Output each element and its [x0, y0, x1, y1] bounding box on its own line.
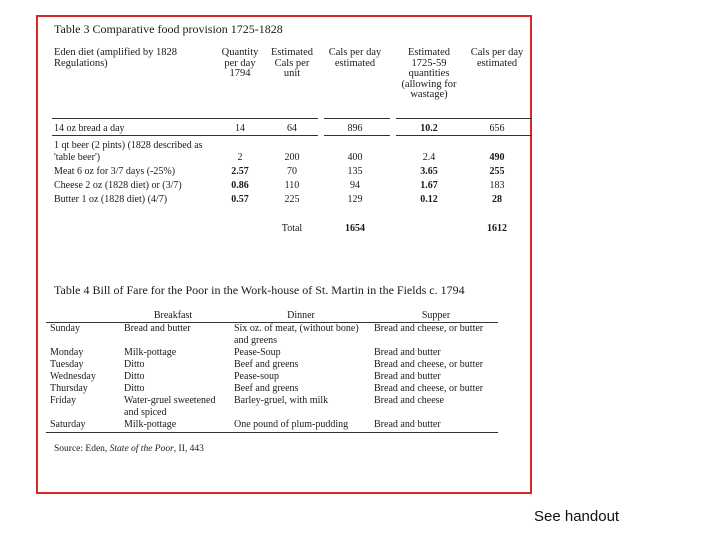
t4-row0-supper: Bread and cheese, or butter — [374, 323, 484, 334]
t4-bottom-rule — [46, 432, 498, 433]
t3-row0-cal-day2: 656 — [489, 123, 505, 134]
t3-total-cal-day: 1654 — [345, 223, 365, 234]
t3-row2-est: 3.65 — [420, 166, 438, 177]
t4-row0-dinner: Six oz. of meat, (without bone) and greens — [234, 323, 359, 346]
t3-total-label: Total — [281, 223, 303, 234]
t3-row1-cal-day: 400 — [347, 152, 363, 163]
t3-row0-qty: 14 — [235, 123, 245, 134]
t3-row1-qty: 2 — [237, 152, 243, 163]
t3-header-cal-day: Cals per day estimated — [328, 47, 382, 69]
t3-row3-est: 1.67 — [420, 180, 438, 191]
t4-row2-supper: Bread and cheese, or butter — [374, 359, 484, 370]
document-frame — [36, 15, 532, 494]
t4-row0-breakfast: Bread and butter — [124, 323, 191, 334]
t4-row5-dinner: Barley-gruel, with milk — [234, 395, 329, 406]
t4-row3-breakfast: Ditto — [124, 371, 145, 382]
table3-title: Table 3 Comparative food provision 1725-1828 — [54, 22, 283, 36]
t4-row6-supper: Bread and butter — [374, 419, 441, 430]
t3-row0-est: 10.2 — [420, 123, 438, 134]
t3-row4-qty: 0.57 — [231, 194, 249, 205]
t3-rule-5 — [324, 135, 390, 136]
t3-header-cal-day2: Cals per day estimated — [470, 47, 524, 69]
table4-title: Table 4 Bill of Fare for the Poor in the Work-house of St. Martin in the Fields c. 1794 — [54, 283, 465, 297]
t4-row1-dinner: Pease-Soup — [234, 347, 281, 358]
t4-header-breakfast: Breakfast — [153, 310, 193, 321]
t4-row1-supper: Bread and butter — [374, 347, 441, 358]
t3-row2-cal-unit: 70 — [287, 166, 297, 177]
t4-row3-day: Wednesday — [50, 371, 96, 382]
t4-row5-day: Friday — [50, 395, 77, 406]
t4-row2-day: Tuesday — [50, 359, 84, 370]
t3-row4-item: Butter 1 oz (1828 diet) (4/7) — [54, 194, 168, 205]
t4-row6-dinner: One pound of plum-pudding — [234, 419, 349, 430]
t4-header-supper: Supper — [421, 310, 451, 321]
t4-row3-dinner: Pease-soup — [234, 371, 279, 382]
t3-header-cal-unit: Estimated Cals per unit — [271, 47, 313, 79]
t4-row0-day: Sunday — [50, 323, 80, 334]
t4-row4-dinner: Beef and greens — [234, 383, 299, 394]
t3-row4-cal-day: 129 — [347, 194, 363, 205]
t4-row6-breakfast: Milk-pottage — [124, 419, 177, 430]
t4-source — [54, 444, 204, 454]
t4-source-suffix: , II, 443 — [173, 444, 204, 454]
t4-row5-breakfast: Water-gruel sweetened and spiced — [124, 395, 216, 418]
t3-row3-cal-unit: 110 — [284, 180, 300, 191]
t4-row4-supper: Bread and cheese, or butter — [374, 383, 484, 394]
t3-header-diet: Eden diet (amplified by 1828 Regulations) — [54, 47, 178, 69]
t4-row2-dinner: Beef and greens — [234, 359, 299, 370]
t3-row3-item: Cheese 2 oz (1828 diet) or (3/7) — [54, 180, 182, 191]
t3-row1-item: 1 qt beer (2 pints) (1828 described as 'table beer') — [54, 140, 203, 163]
t4-row6-day: Saturday — [50, 419, 86, 430]
t3-row0-cal-unit: 64 — [287, 123, 297, 134]
t4-row1-breakfast: Milk-pottage — [124, 347, 177, 358]
t3-row3-cal-day2: 183 — [489, 180, 505, 191]
t4-row4-breakfast: Ditto — [124, 383, 145, 394]
t4-row4-day: Thursday — [50, 383, 88, 394]
t3-rule-3 — [396, 118, 532, 119]
t3-row3-qty: 0.86 — [231, 180, 249, 191]
t4-header-dinner: Dinner — [287, 310, 315, 321]
t3-row1-est: 2.4 — [422, 152, 436, 163]
t3-row2-cal-day: 135 — [347, 166, 363, 177]
t4-source-prefix: Source: Eden, — [54, 444, 110, 454]
t4-row5-supper: Bread and cheese — [374, 395, 444, 406]
t3-rule-2 — [324, 118, 390, 119]
t3-header-qty: Quantity per day 1794 — [221, 47, 259, 79]
t3-row4-cal-day2: 28 — [492, 194, 502, 205]
t3-rule-6 — [396, 135, 532, 136]
t3-row0-item: 14 oz bread a day — [54, 123, 125, 134]
t3-row1-cal-unit: 200 — [284, 152, 300, 163]
see-handout-note: See handout — [534, 508, 620, 525]
t3-rule-1 — [52, 118, 318, 119]
t4-row1-day: Monday — [50, 347, 84, 358]
t3-row4-est: 0.12 — [420, 194, 438, 205]
t3-header-est: Estimated 1725-59 quantities (allowing for wastage) — [401, 47, 457, 100]
t3-row2-item: Meat 6 oz for 3/7 days (-25%) — [54, 166, 176, 177]
t3-total-cal-day2: 1612 — [487, 223, 507, 234]
t3-row3-cal-day: 94 — [350, 180, 360, 191]
t4-source-title: State of the Poor — [109, 444, 174, 454]
t3-row1-cal-day2: 490 — [489, 152, 505, 163]
t3-rule-4 — [52, 135, 318, 136]
t3-row2-qty: 2.57 — [231, 166, 249, 177]
t4-row3-supper: Bread and butter — [374, 371, 441, 382]
t3-row0-cal-day: 896 — [347, 123, 363, 134]
t4-row2-breakfast: Ditto — [124, 359, 145, 370]
t3-row2-cal-day2: 255 — [489, 166, 505, 177]
t3-row4-cal-unit: 225 — [284, 194, 300, 205]
